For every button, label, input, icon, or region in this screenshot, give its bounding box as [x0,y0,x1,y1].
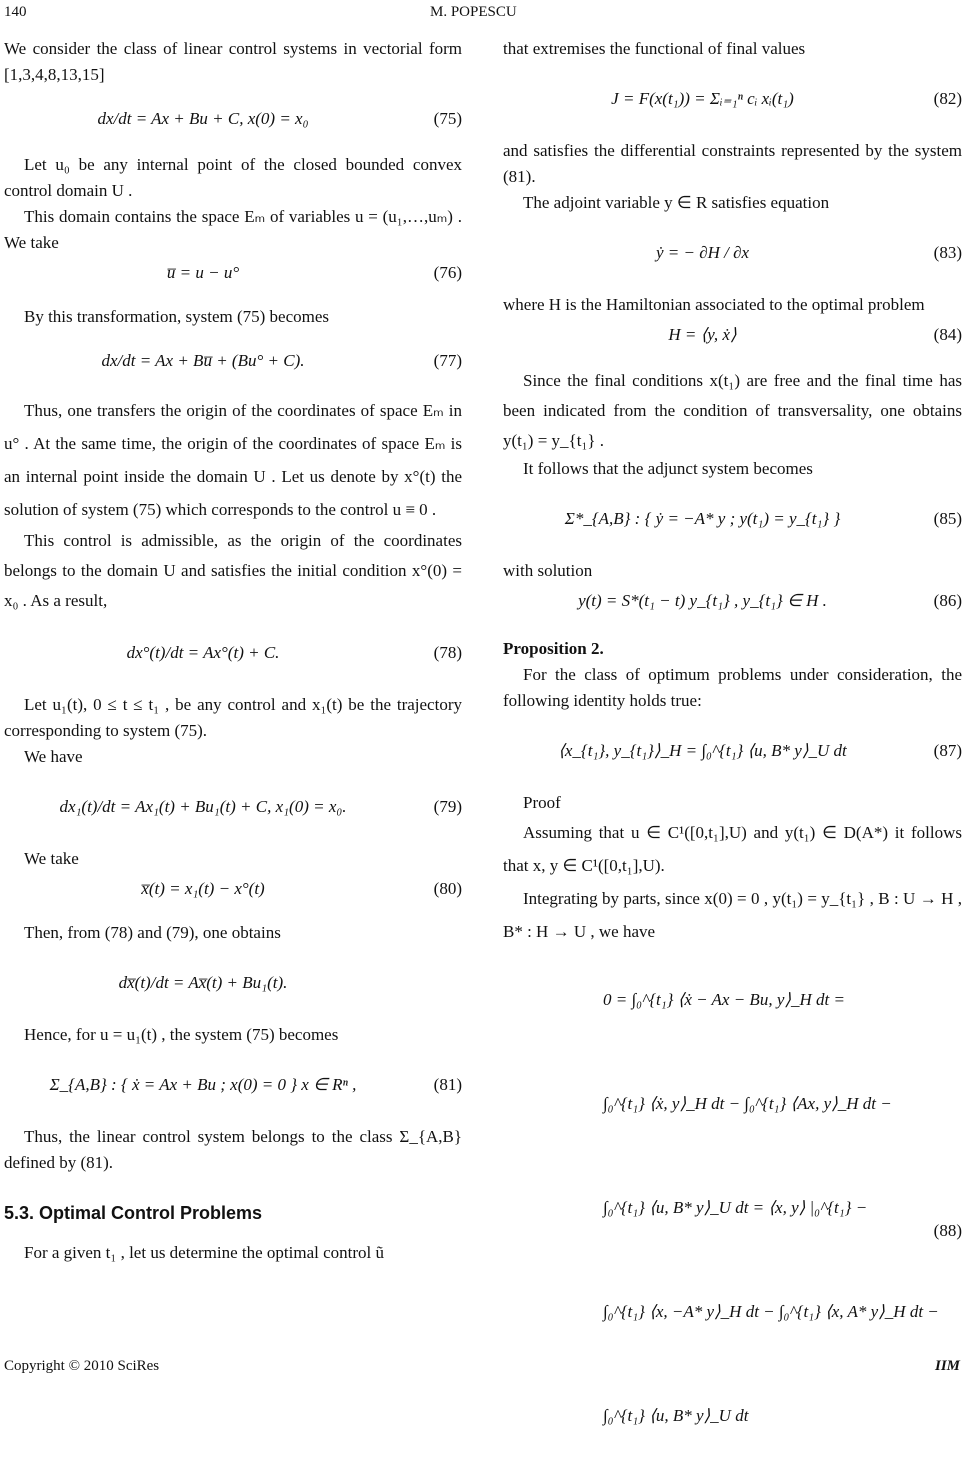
equation-body: J = F(x(t₁)) = Σᵢ₌₁ⁿ cᵢ xᵢ(t₁) [611,89,794,108]
equation-number: (88) [933,1221,962,1240]
paragraph: For the class of optimum problems under consideration, the following identity holds true: [503,665,962,710]
footer-copyright: Copyright © 2010 SciRes [4,1358,160,1374]
paragraph: We have [24,747,83,766]
paragraph: We take [24,849,79,868]
equation-number: (81) [433,1075,462,1094]
equation-82 [503,66,962,134]
paragraph: Hence, for u = u₁(t) , the system (75) becomes [24,1025,339,1044]
equation-77 [4,334,462,390]
proposition-heading: Proposition 2. [503,639,604,658]
equation-line: ∫₀^{t₁} ⟨u, B* y⟩_U dt [603,1406,749,1425]
equation-body: dx/dt = Ax + Bu̅ + (Bu° + C). [101,351,305,370]
equation-78 [4,620,462,688]
paragraph: Assuming that u ∈ C¹([0,t₁],U) and y(t₁) ∈ D(A*) it follows that x, y ∈ C¹([0,t₁],U). [503,823,962,875]
equation-body: u̅ = u − u° [166,263,240,282]
paragraph: The adjoint variable y ∈ R satisfies equation [523,193,830,212]
paragraph: Since the final conditions x(t₁) are free and the final time has been indicated from the condition of transversality, one obtains y(t₁) = y_{t₁} . [503,371,962,450]
paragraph: and satisfies the differential constraints represented by the system (81). [503,141,962,186]
left-column [4,36,462,1266]
paragraph: Thus, the linear control system belongs to the class Σ_{A,B} defined by (81). [4,1127,462,1172]
equation-number: (75) [433,109,462,128]
paragraph: We consider the class of linear control systems in vectorial form [1,3,4,8,13,15] [4,39,462,84]
equation-line: ∫₀^{t₁} ⟨u, B* y⟩_U dt = ⟨x, y⟩ |₀^{t₁} − [603,1198,868,1217]
page-number: 140 [4,4,27,20]
footer-journal: IIM [934,1358,960,1374]
equation-unnumbered [4,950,462,1018]
equation-87 [503,718,962,786]
paragraph: that extremises the functional of final values [503,39,806,58]
paragraph: Let u₀ be any internal point of the closed bounded convex control domain U . [4,155,462,200]
paragraph: For a given t₁ , let us determine the optimal control ũ [24,1243,385,1262]
equation-body: H = ⟨y, ẋ⟩ [668,325,737,344]
equation-body: dx₁(t)/dt = Ax₁(t) + Bu₁(t) + C, x₁(0) = x₀. [59,797,347,816]
paragraph: Let u₁(t), 0 ≤ t ≤ t₁ , be any control and x₁(t) be the trajectory corresponding to system (75). [4,695,462,740]
equation-body: dx°(t)/dt = Ax°(t) + C. [126,643,280,662]
equation-75 [4,92,462,148]
equation-88-lines [603,948,939,1468]
equation-number: (86) [933,591,962,610]
equation-number: (76) [433,263,462,282]
equation-86 [503,588,962,628]
equation-body: dx̅(t)/dt = Ax̅(t) + Bu₁(t). [118,973,288,992]
equation-number: (78) [433,643,462,662]
equation-80 [4,876,462,916]
equation-81 [4,1052,462,1120]
paragraph: Then, from (78) and (79), one obtains [24,923,281,942]
equation-body: ⟨x_{t₁}, y_{t₁}⟩_H = ∫₀^{t₁} ⟨u, B* y⟩_U dt [558,741,847,760]
equation-83 [503,220,962,288]
section-heading: 5.3. Optimal Control Problems [4,1203,263,1223]
equation-number: (77) [433,351,462,370]
proof-label: Proof [523,793,561,812]
equation-number: (85) [933,509,962,528]
paragraph: It follows that the adjunct system becomes [523,459,813,478]
paragraph: with solution [503,561,593,580]
equation-number: (84) [933,325,962,344]
right-column [503,36,962,1468]
equation-85 [503,486,962,554]
paragraph: where H is the Hamiltonian associated to the optimal problem [503,295,925,314]
equation-number: (83) [933,243,962,262]
paragraph: By this transformation, system (75) becomes [24,307,330,326]
equation-body: Σ*_{A,B} : { ẏ = −A* y ; y(t₁) = y_{t₁} } [564,509,841,528]
equation-number: (82) [933,89,962,108]
equation-line: 0 = ∫₀^{t₁} ⟨ẋ − Ax − Bu, y⟩_H dt = [603,990,845,1009]
equation-body: x̅(t) = x₁(t) − x°(t) [141,879,265,898]
equation-76 [4,260,462,300]
equation-79 [4,774,462,842]
equation-line: ∫₀^{t₁} ⟨x, −A* y⟩_H dt − ∫₀^{t₁} ⟨x, A* y⟩_H dt − [603,1302,939,1321]
equation-number: (79) [433,797,462,816]
equation-body: Σ_{A,B} : { ẋ = Ax + Bu ; x(0) = 0 } x ∈ Rⁿ , [49,1075,357,1094]
equation-body: ẏ = − ∂H / ∂x [655,243,750,262]
paragraph: Thus, one transfers the origin of the coordinates of space Eₘ in u° . At the same time, the origin of the coordinates of space Eₘ is an internal point inside the domain U . Let us denote by x°(t) the solution of system (75) which corresponds to the control u ≡ 0 . [4,401,462,519]
paragraph: Integrating by parts, since x(0) = 0 , y(t₁) = y_{t₁} , B : U → H , B* : H → U , we have [503,889,962,941]
paragraph: This control is admissible, as the origin of the coordinates belongs to the domain U and satisfies the initial condition x°(0) = x₀ . As a result, [4,531,462,610]
equation-body: y(t) = S*(t₁ − t) y_{t₁} , y_{t₁} ∈ H . [578,591,827,610]
paragraph: This domain contains the space Eₘ of variables u = (u₁,…,uₘ) . We take [4,207,462,252]
equation-body: dx/dt = Ax + Bu + C, x(0) = x₀ [97,109,309,128]
equation-number: (80) [433,879,462,898]
running-header-author: M. POPESCU [430,4,517,20]
equation-line: ∫₀^{t₁} ⟨ẋ, y⟩_H dt − ∫₀^{t₁} ⟨Ax, y⟩_H dt − [603,1094,892,1113]
equation-number: (87) [933,741,962,760]
equation-88 [503,948,962,1468]
equation-84 [503,322,962,362]
